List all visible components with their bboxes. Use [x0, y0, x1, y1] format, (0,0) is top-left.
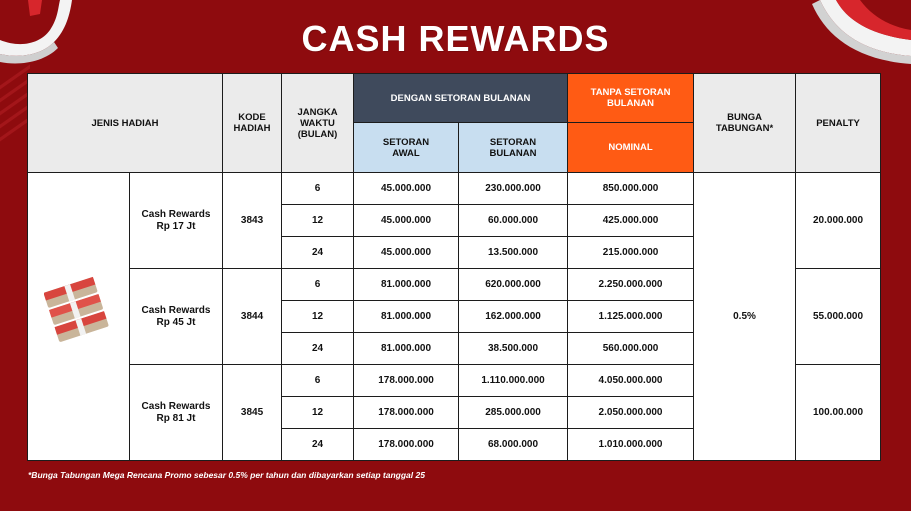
jangka-cell: 12 [282, 397, 354, 429]
reward-name-line1: Cash Rewards [141, 208, 211, 220]
header-dengan-setoran: DENGAN SETORAN BULANAN [354, 74, 568, 123]
kode-hadiah-cell: 3843 [223, 173, 282, 269]
nominal-cell: 2.050.000.000 [568, 397, 694, 429]
setoran-awal-cell: 45.000.000 [354, 237, 459, 269]
nominal-cell: 1.125.000.000 [568, 301, 694, 333]
nominal-cell: 215.000.000 [568, 237, 694, 269]
page-title: CASH REWARDS [301, 18, 610, 59]
nominal-cell: 2.250.000.000 [568, 269, 694, 301]
kode-hadiah-cell: 3845 [223, 365, 282, 461]
nominal-cell: 4.050.000.000 [568, 365, 694, 397]
setoran-bulanan-cell: 13.500.000 [459, 237, 568, 269]
setoran-bulanan-cell: 60.000.000 [459, 205, 568, 237]
reward-name-3 [130, 365, 223, 461]
header-nominal: NOMINAL [568, 123, 694, 173]
reward-name-line2: Rp 17 Jt [156, 220, 196, 232]
cash-bundles-icon [44, 275, 114, 355]
header-setoran-bulanan: SETORAN BULANAN [459, 123, 568, 173]
setoran-awal-cell: 45.000.000 [354, 205, 459, 237]
jangka-cell: 6 [282, 269, 354, 301]
cash-money-image [28, 173, 130, 461]
header-kode-hadiah: KODE HADIAH [223, 74, 282, 173]
setoran-awal-cell: 81.000.000 [354, 301, 459, 333]
reward-name-2 [130, 269, 223, 365]
nominal-cell: 850.000.000 [568, 173, 694, 205]
kode-hadiah-cell: 3844 [223, 269, 282, 365]
reward-name-1 [130, 173, 223, 269]
nominal-cell: 560.000.000 [568, 333, 694, 365]
setoran-bulanan-cell: 1.110.000.000 [459, 365, 568, 397]
header-jangka-waktu: JANGKA WAKTU (BULAN) [282, 74, 354, 173]
penalty-cell: 55.000.000 [796, 269, 881, 365]
setoran-bulanan-cell: 620.000.000 [459, 269, 568, 301]
setoran-bulanan-cell: 38.500.000 [459, 333, 568, 365]
reward-name-line1: Cash Rewards [141, 400, 211, 412]
jangka-cell: 24 [282, 429, 354, 461]
setoran-bulanan-cell: 162.000.000 [459, 301, 568, 333]
nominal-cell: 1.010.000.000 [568, 429, 694, 461]
setoran-awal-cell: 45.000.000 [354, 173, 459, 205]
header-tanpa-setoran: TANPA SETORAN BULANAN [568, 74, 694, 123]
penalty-cell: 20.000.000 [796, 173, 881, 269]
header-penalty: PENALTY [796, 74, 881, 173]
setoran-awal-cell: 178.000.000 [354, 365, 459, 397]
jangka-cell: 24 [282, 237, 354, 269]
reward-name-line1: Cash Rewards [141, 304, 211, 316]
header-setoran-awal: SETORAN AWAL [354, 123, 459, 173]
nominal-cell: 425.000.000 [568, 205, 694, 237]
setoran-bulanan-cell: 285.000.000 [459, 397, 568, 429]
jangka-cell: 12 [282, 205, 354, 237]
setoran-awal-cell: 178.000.000 [354, 429, 459, 461]
setoran-bulanan-cell: 230.000.000 [459, 173, 568, 205]
bunga-cell: 0.5% [694, 173, 796, 461]
setoran-awal-cell: 178.000.000 [354, 397, 459, 429]
reward-name-line2: Rp 45 Jt [156, 316, 196, 328]
jangka-cell: 6 [282, 173, 354, 205]
reward-name-line2: Rp 81 Jt [156, 412, 196, 424]
header-bunga-tabungan: BUNGA TABUNGAN* [694, 74, 796, 173]
jangka-cell: 6 [282, 365, 354, 397]
penalty-cell: 100.00.000 [796, 365, 881, 461]
jangka-cell: 24 [282, 333, 354, 365]
cash-rewards-table [27, 73, 881, 461]
footnote: *Bunga Tabungan Mega Rencana Promo sebesar 0.5% per tahun dan dibayarkan setiap tanggal 25 [28, 470, 425, 480]
jangka-cell: 12 [282, 301, 354, 333]
setoran-awal-cell: 81.000.000 [354, 269, 459, 301]
setoran-awal-cell: 81.000.000 [354, 333, 459, 365]
setoran-bulanan-cell: 68.000.000 [459, 429, 568, 461]
header-jenis-hadiah: JENIS HADIAH [28, 74, 223, 173]
